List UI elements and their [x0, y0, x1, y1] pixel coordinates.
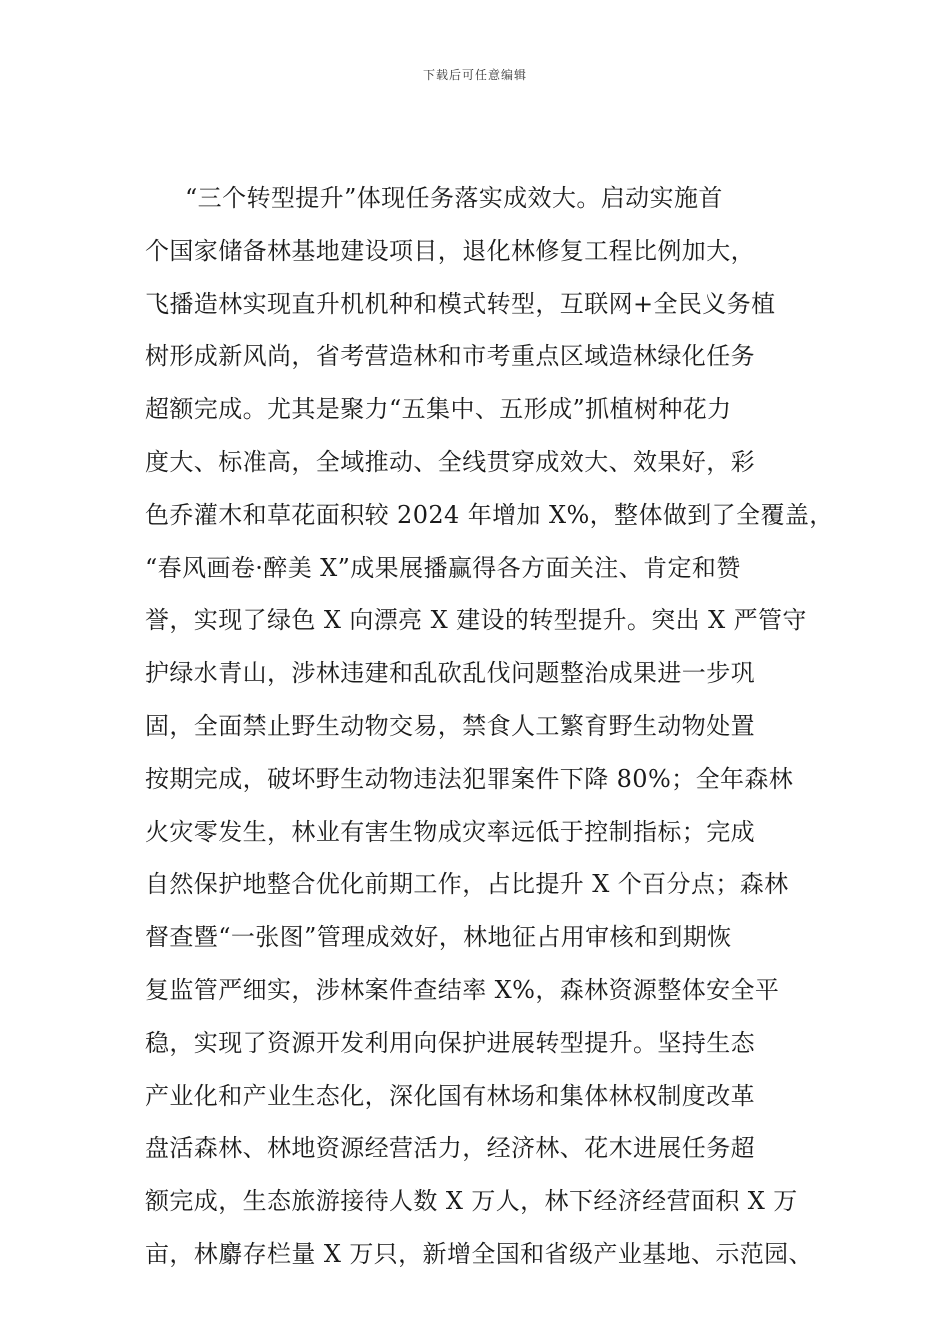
body-paragraph — [145, 172, 834, 1281]
text-line: 超额完成。尤其是聚力“五集中、五形成”抓植树种花力 — [145, 395, 732, 424]
text-line: 稳，实现了资源开发利用向保护进展转型提升。坚持生态 — [145, 1028, 755, 1057]
text-line: 额完成，生态旅游接待人数 X 万人，林下经济经营面积 X 万 — [145, 1187, 798, 1216]
text-line: 色乔灌木和草花面积较 2024 年增加 X%，整体做到了全覆盖， — [145, 500, 834, 529]
text-line: 誉，实现了绿色 X 向漂亮 X 建设的转型提升。突出 X 严管守 — [145, 606, 807, 635]
text-line: 复监管严细实，涉林案件查结率 X%，森林资源整体安全平 — [145, 975, 780, 1004]
text-line: 度大、标准高，全域推动、全线贯穿成效大、效果好，彩 — [145, 447, 755, 476]
text-line: 督查暨“一张图”管理成效好，林地征占用审核和到期恢 — [145, 923, 732, 952]
text-line: “三个转型提升”体现任务落实成效大。启动实施首 — [185, 184, 723, 212]
text-line: “春风画卷·醉美 X”成果展播赢得各方面关注、肯定和赞 — [145, 553, 741, 582]
text-line: 树形成新风尚，省考营造林和市考重点区域造林绿化任务 — [145, 342, 755, 371]
text-line: 个国家储备林基地建设项目，退化林修复工程比例加大， — [145, 236, 755, 265]
text-line: 护绿水青山，涉林违建和乱砍乱伐问题整治成果进一步巩 — [145, 659, 755, 688]
text-line: 按期完成，破坏野生动物违法犯罪案件下降 80%；全年森林 — [145, 764, 794, 793]
text-line: 盘活森林、林地资源经营活力，经济林、花木进展任务超 — [145, 1134, 755, 1163]
text-line: 产业化和产业生态化，深化国有林场和集体林权制度改革 — [145, 1081, 755, 1110]
text-line: 自然保护地整合优化前期工作，占比提升 X 个百分点；森林 — [145, 870, 789, 899]
text-line: 亩，林麝存栏量 X 万只，新增全国和省级产业基地、示范园、 — [145, 1239, 813, 1268]
header-note: 下载后可任意编辑 — [422, 68, 527, 82]
text-line: 飞播造林实现直升机机种和模式转型，互联网+全民义务植 — [145, 289, 776, 318]
text-line: 固，全面禁止野生动物交易，禁食人工繁育野生动物处置 — [145, 711, 755, 740]
text-line: 火灾零发生，林业有害生物成灾率远低于控制指标；完成 — [145, 817, 755, 846]
